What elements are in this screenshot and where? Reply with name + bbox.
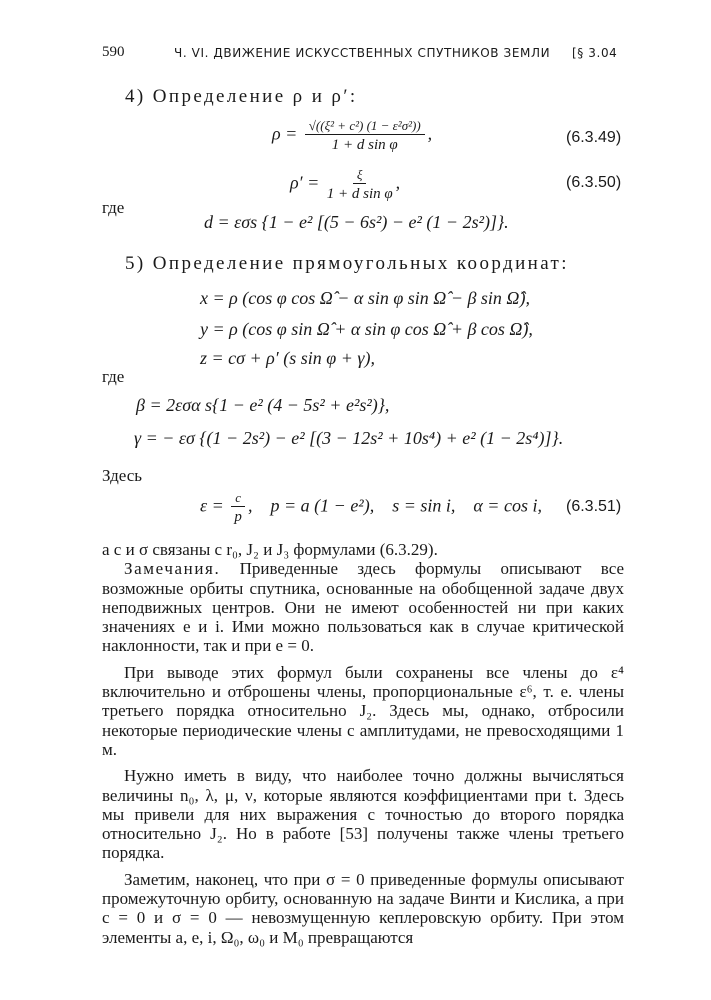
step4-title: 4) Определение ρ и ρ′: (125, 86, 358, 107)
equation-number-6-3-49: (6.3.49) (566, 129, 622, 146)
eps-denominator: p (234, 509, 242, 525)
equation-number-6-3-51: (6.3.51) (566, 498, 622, 515)
body-text (102, 540, 624, 947)
equation-6-3-51 (200, 490, 542, 525)
remarks-heading: Замечания. (124, 559, 221, 579)
eps-numerator: c (231, 490, 245, 507)
paragraph-1: а c и σ связаны с r₀, J₂ и J₃ формулами (6.3.29). (102, 540, 438, 559)
paragraph-3: При выводе этих формул были сохранены все члены до ε⁴ включительно и отброшены члены, пропорциональные ε⁶, т. е. члены третьего порядка относительно J₂. Здесь мы, однако, отбросили некоторые периодические члены с амплитудами, не превосходящими 1 м. (102, 662, 624, 759)
equation-gamma: γ = − εσ {(1 − 2s²) − e² [(3 − 12s² + 10s⁴) + e² (1 − 2s⁴)]}. (134, 428, 564, 448)
eq49-lhs: ρ = (272, 123, 298, 144)
eq49-fraction (305, 118, 425, 153)
eq50-tail: , (395, 172, 401, 193)
where-label-1: где (102, 198, 125, 217)
remarks-body: Приведенные здесь формулы описывают все возможные орбиты спутника, основанные на обобщенной задаче двух неподвижных центров. Они не имеют особенностей ни при каких значениях e и i. Ими можно пользоваться как в случае критической наклонности, так и при e = 0. (102, 559, 624, 656)
eq50-denominator: 1 + d sin φ (326, 186, 393, 202)
equation-d: d = εσs {1 − e² [(5 − 6s²) − e² (1 − 2s²)]}. (204, 212, 509, 232)
equation-6-3-49 (272, 118, 432, 153)
paragraph-4: Нужно иметь в виду, что наиболее точно должны вычисляться величины n₀, λ, μ, ν, которые являются коэффициентами при t. Здесь мы привели для них выражения с точностью до второго порядка относительно J₂. Но в работе [53] получены также члены третьего порядка. (102, 766, 624, 863)
equation-number-6-3-50: (6.3.50) (566, 174, 622, 191)
running-title: Ч. VI. ДВИЖЕНИЕ ИСКУССТВЕННЫХ СПУТНИКОВ ЗЕМЛИ (174, 46, 551, 60)
equation-y: y = ρ (cos φ sin Ω̂ + α sin φ cos Ω̂ + β cos Ω̂), (200, 319, 533, 339)
eq50-numerator: ξ (353, 167, 367, 184)
here-label: Здесь (102, 466, 143, 485)
paragraph-2 (102, 559, 624, 655)
eps-lhs: ε = (200, 495, 224, 516)
section-reference: [§ 3.04 (572, 46, 618, 60)
eq49-numerator: √((ξ² + c²) (1 − ε²σ²)) (305, 118, 425, 135)
eq49-tail: , (427, 123, 433, 144)
where-label-2: где (102, 367, 125, 386)
equation-6-3-50 (290, 167, 400, 202)
equation-z: z = cσ + ρ′ (s sin φ + γ), (200, 348, 375, 368)
equation-beta: β = 2εσα s{1 − e² (4 − 5s² + e²s²)}, (136, 395, 390, 415)
eq49-denominator: 1 + d sin φ (331, 137, 398, 153)
page-number: 590 (102, 44, 125, 60)
paragraph-5: Заметим, наконец, что при σ = 0 приведенные формулы описывают промежуточную орбиту, основанную на задаче Винти и Кислика, а при c = 0 и σ = 0 — невозмущенную кеплеровскую орбиту. При этом элементы a, e, i, Ω₀, ω₀ и M₀ превращаются (102, 869, 624, 947)
eq50-fraction (327, 167, 393, 202)
equation-x: x = ρ (cos φ cos Ω̂ − α sin φ sin Ω̂ − β sin Ω̂), (200, 288, 530, 308)
eq50-lhs: ρ′ = (290, 172, 320, 193)
eps-fraction (231, 490, 245, 525)
step5-title: 5) Определение прямоугольных координат: (125, 253, 569, 274)
eq51-rest: , p = a (1 − e²), s = sin i, α = cos i, (248, 495, 542, 516)
